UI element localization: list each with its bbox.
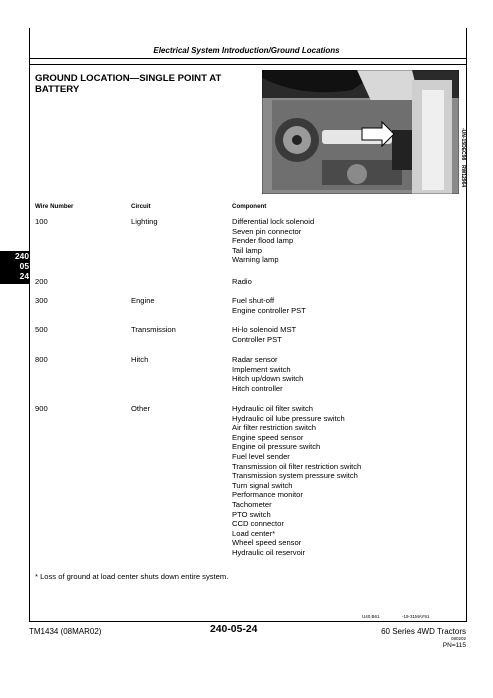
- ref-code-right: -19-31MAY91: [402, 614, 430, 619]
- footer-date-code: 080202: [450, 636, 466, 641]
- component-item: Load center*: [232, 528, 276, 538]
- component-item: Fender flood lamp: [232, 236, 294, 246]
- right-border: [466, 58, 467, 621]
- left-border: [29, 58, 30, 621]
- component-item: Turn signal switch: [232, 480, 293, 490]
- wire-number: 800: [35, 355, 48, 364]
- component-item: Hitch controller: [232, 383, 283, 393]
- circuit-name: Transmission: [131, 325, 176, 334]
- footer-product: 60 Series 4WD Tractors: [381, 627, 466, 636]
- component-item: Wheel speed sensor: [232, 538, 302, 548]
- section-rule: [29, 64, 467, 65]
- component-item: Tachometer: [232, 499, 272, 509]
- component-item: Hydraulic oil reservoir: [232, 547, 306, 557]
- component-item: Engine oil pressure switch: [232, 442, 321, 452]
- wire-number: 100: [35, 217, 48, 226]
- component-item: Warning lamp: [232, 255, 279, 265]
- footer-pn: PN=115: [442, 642, 466, 649]
- column-header-wire: Wire Number: [35, 203, 74, 210]
- component-item: Hi-lo solenoid MST: [232, 325, 297, 334]
- component-list: [232, 277, 252, 287]
- component-list: [232, 325, 296, 344]
- component-item: Tail lamp: [232, 245, 262, 255]
- bottom-rule: [29, 621, 467, 622]
- component-item: Air filter restriction switch: [232, 423, 316, 433]
- circuit-name: Other: [131, 404, 150, 413]
- component-item: Implement switch: [232, 364, 291, 374]
- component-item: Engine speed sensor: [232, 432, 304, 442]
- component-item: Transmission oil filter restriction switch: [232, 461, 362, 471]
- component-item: Differential lock solenoid: [232, 217, 315, 226]
- tab-line: 24: [19, 271, 29, 281]
- header-rule: [29, 58, 467, 59]
- photo-code-bottom: RW12964: [460, 165, 466, 188]
- wire-number: 200: [35, 277, 48, 286]
- component-item: Performance monitor: [232, 490, 303, 500]
- component-item: Fuel level sender: [232, 451, 290, 461]
- footnote: * Loss of ground at load center shuts down entire system.: [35, 572, 229, 581]
- section-tab: [0, 251, 30, 284]
- component-item: Fuel shut-off: [232, 296, 275, 305]
- component-item: Engine controller PST: [232, 305, 306, 315]
- wire-number: 500: [35, 325, 48, 334]
- circuit-name: Hitch: [131, 355, 149, 364]
- engine-photo: [262, 70, 459, 194]
- component-item: Transmission system pressure switch: [232, 471, 358, 481]
- circuit-name: Engine: [131, 296, 155, 305]
- footer-right-block: [333, 627, 466, 649]
- component-item: Hydraulic oil lube pressure switch: [232, 413, 345, 423]
- photo-code-top: -UN-15DEC98: [460, 128, 466, 161]
- component-item: PTO switch: [232, 509, 271, 519]
- component-item: Hydraulic oil filter switch: [232, 404, 314, 413]
- component-list: [232, 217, 314, 265]
- wire-number: 900: [35, 404, 48, 413]
- component-list: [232, 296, 306, 315]
- component-item: CCD connector: [232, 519, 284, 529]
- component-item: Hitch up/down switch: [232, 374, 304, 384]
- component-item: Controller PST: [232, 334, 282, 344]
- running-header: Electrical System Introduction/Ground Locations: [153, 46, 340, 55]
- tab-line: 240: [15, 251, 29, 261]
- component-item: Radar sensor: [232, 355, 278, 364]
- footer-manual-id: TM1434 (08MAR02): [29, 627, 102, 636]
- component-list: [232, 404, 361, 558]
- column-header-circuit: Circuit: [131, 203, 151, 210]
- ref-code-left: U40,B61: [362, 614, 380, 619]
- component-item: Radio: [232, 277, 252, 286]
- component-item: Seven pin connector: [232, 226, 302, 236]
- footer-page-number: 240-05-24: [210, 624, 258, 635]
- column-header-component: Component: [232, 203, 267, 210]
- component-list: [232, 355, 303, 393]
- tab-line: 05: [19, 261, 29, 271]
- wire-number: 300: [35, 296, 48, 305]
- section-title: GROUND LOCATION—SINGLE POINT AT BATTERY: [35, 73, 222, 95]
- circuit-name: Lighting: [131, 217, 158, 226]
